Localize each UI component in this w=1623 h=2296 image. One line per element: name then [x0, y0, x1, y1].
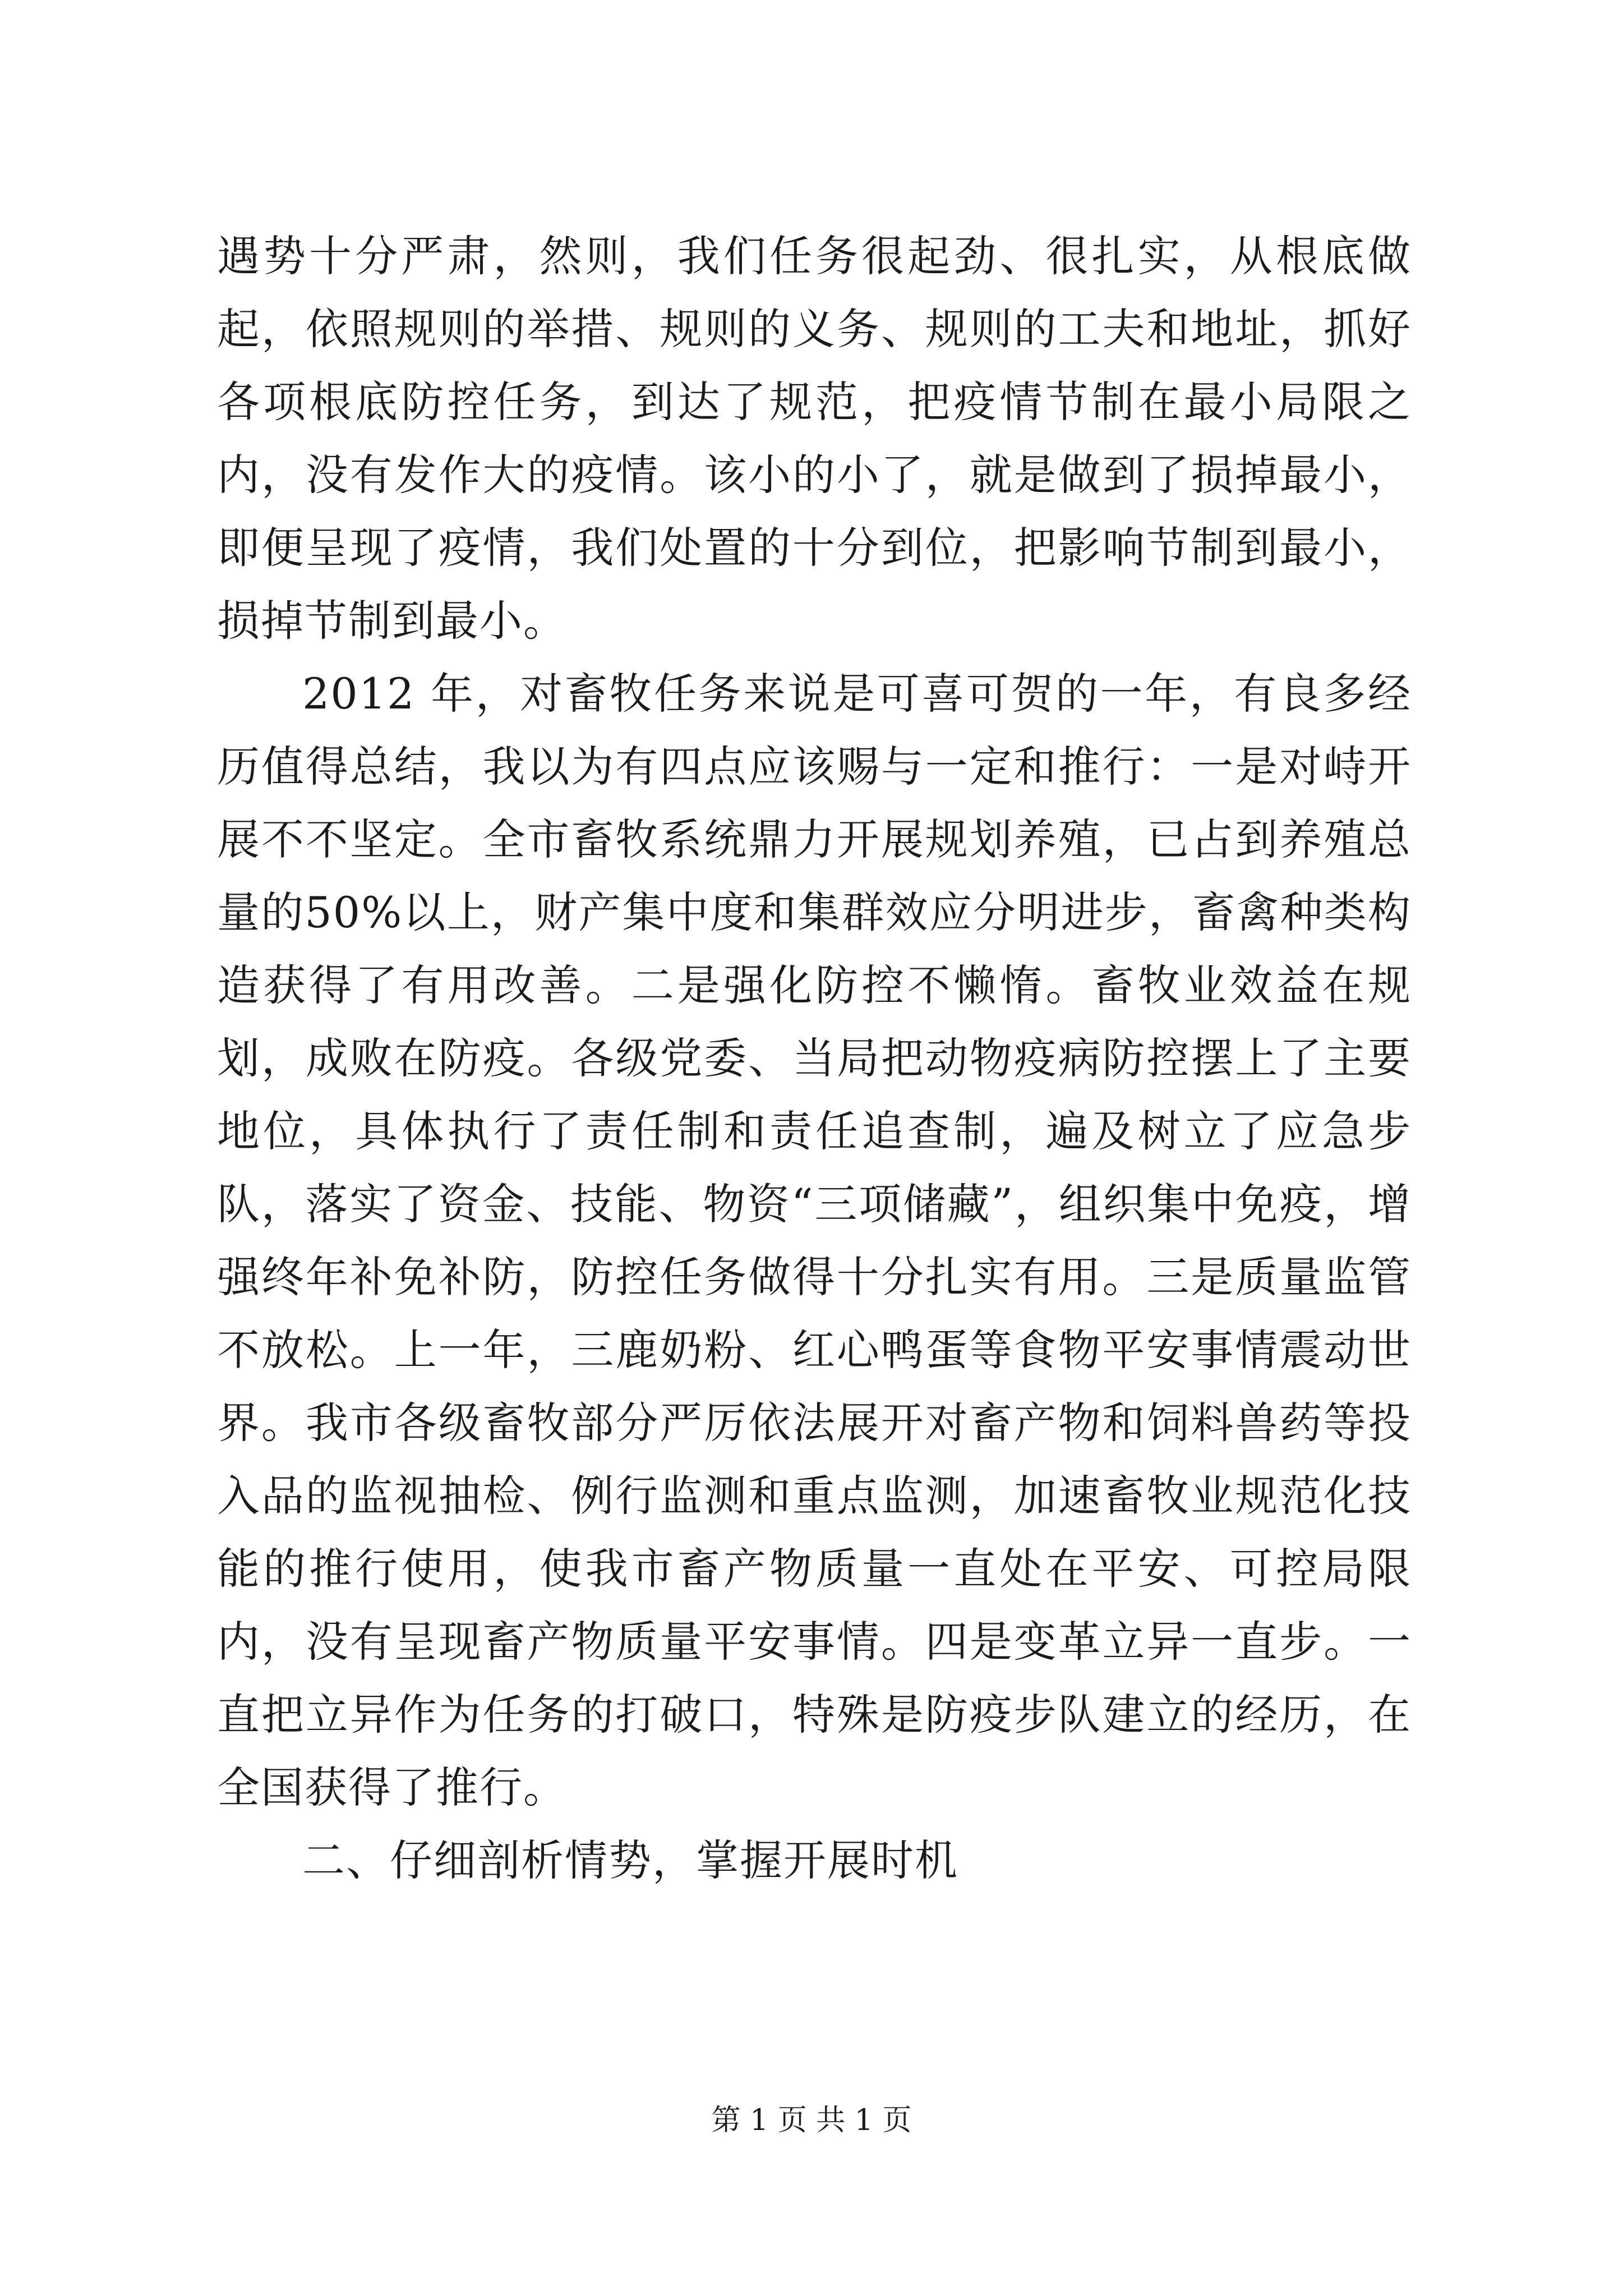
paragraph-2: 2012 年，对畜牧任务来说是可喜可贺的一年，有良多经历值得总结，我以为有四点应该赐与一定和推行：一是对峙开展不不坚定。全市畜牧系统鼎力开展规划养殖，已占到养殖总量的50%以上，财产集中度和集群效应分明进步，畜禽种类构造获得了有用改善。二是强化防控不懒惰。畜牧业效益在规划，成败在防疫。各级党委、当局把动物疫病防控摆上了主要地位，具体执行了责任制和责任追查制，遍及树立了应急步队，落实了资金、技能、物资“三项储藏”，组织集中免疫，增强终年补免补防，防控任务做得十分扎实有用。三是质量监管不放松。上一年，三鹿奶粉、红心鸭蛋等食物平安事情震动世界。我市各级畜牧部分严厉依法展开对畜产物和饲料兽药等投入品的监视抽检、例行监测和重点监测，加速畜牧业规范化技能的推行使用，使我市畜产物质量一直处在平安、可控局限内，没有呈现畜产物质量平安事情。四是变革立异一直步。一直把立异作为任务的打破口，特殊是防疫步队建立的经历，在全国获得了推行。 [217, 669, 1412, 1812]
paragraph-1: 遇势十分严肃，然则，我们任务很起劲、很扎实，从根底做起，依照规则的举措、规则的义务、规则的工夫和地址，抓好各项根底防控任务，到达了规范，把疫情节制在最小局限之内，没有发作大的疫情。该小的小了，就是做到了损掉最小，即便呈现了疫情，我们处置的十分到位，把影响节制到最小，损掉节制到最小。 [217, 231, 1412, 646]
section-heading: 二、仔细剖析情势，掌握开展时机 [302, 1835, 958, 1885]
document-body [217, 220, 1412, 1897]
page-footer: 第 1 页 共 1 页 [711, 2104, 912, 2137]
